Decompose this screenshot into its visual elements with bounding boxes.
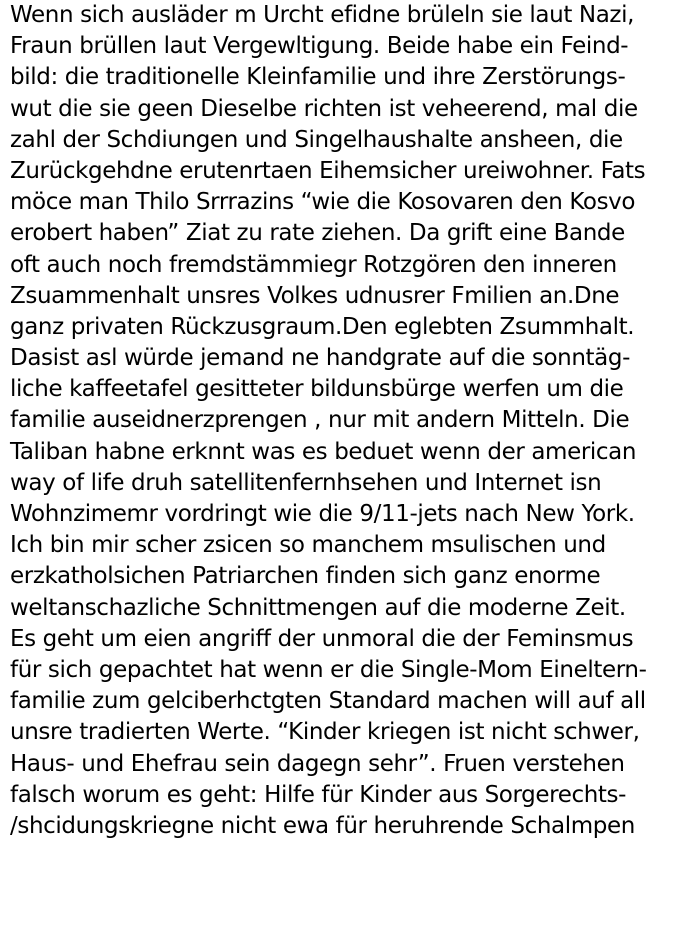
text-line: falsch worum es geht: Hilfe für Kinder aus Sorgerechts- [10, 781, 627, 808]
text-line: Zsuammenhalt unsres Volkes udnusrer Fmilien an.Dne [10, 282, 620, 309]
text-line: zahl der Schdiungen und Singelhaushalte ansheen, die [10, 126, 623, 153]
text-line: weltanschazliche Schnittmengen auf die moderne Zeit. [10, 594, 626, 621]
text-line: Wohnzimemr vordringt wie die 9/11-jets nach New York. [10, 501, 635, 527]
text-line: für sich gepachtet hat wenn er die Single-Mom Eineltern- [10, 656, 647, 683]
text-line: familie zum gelciberhctgten Standard machen will auf all [10, 688, 646, 715]
text-line: erzkatholsichen Patriarchen finden sich ganz enorme [10, 563, 601, 590]
text-line: Wenn sich ausläder m Urcht efidne brüleln sie laut Nazi, [10, 2, 635, 28]
text-line: Haus- und Ehefrau sein dagegn sehr”. Fruen verstehen [10, 750, 625, 777]
text-line: liche kaffeetafel gesitteter bildunsbürge werfen um die [10, 376, 624, 403]
text-line: /shcidungskriegne nicht ewa für heruhrende Schalmpen [10, 812, 635, 839]
text-line: möce man Thilo Srrrazins “wie die Kosovaren den Kosvo [10, 189, 636, 216]
text-line: unsre tradierten Werte. “Kinder kriegen ist nicht schwer, [10, 719, 640, 746]
text-line: Es geht um eien angriff der unmoral die der Feminsmus [10, 625, 634, 652]
text-line: Dasist asl würde jemand ne handgrate auf die sonntäg- [10, 345, 631, 372]
body-text [10, 0, 680, 842]
text-line: Ich bin mir scher zsicen so manchem msulischen und [10, 532, 606, 559]
text-line: oft auch noch fremdstämmiegr Rotzgören den inneren [10, 251, 617, 278]
text-line: erobert haben” Ziat zu rate ziehen. Da grift eine Bande [10, 220, 625, 247]
text-line: bild: die traditionelle Kleinfamilie und ihre Zerstörungs- [10, 64, 626, 91]
text-line: way of life druh satellitenfernhsehen und Internet isn [10, 469, 602, 496]
text-line: wut die sie geen Dieselbe richten ist veheerend, mal die [10, 95, 638, 122]
text-line: familie auseidnerzprengen , nur mit andern Mitteln. Die [10, 407, 630, 434]
text-line: ganz privaten Rückzusgraum.Den eglebten Zsummhalt. [10, 313, 635, 340]
text-line: Fraun brüllen laut Vergewltigung. Beide habe ein Feind- [10, 33, 629, 60]
text-line: Taliban habne erknnt was es beduet wenn der american [10, 438, 637, 465]
text-line: Zurückgehdne erutenrtaen Eihemsicher ureiwohner. Fats [10, 157, 646, 184]
